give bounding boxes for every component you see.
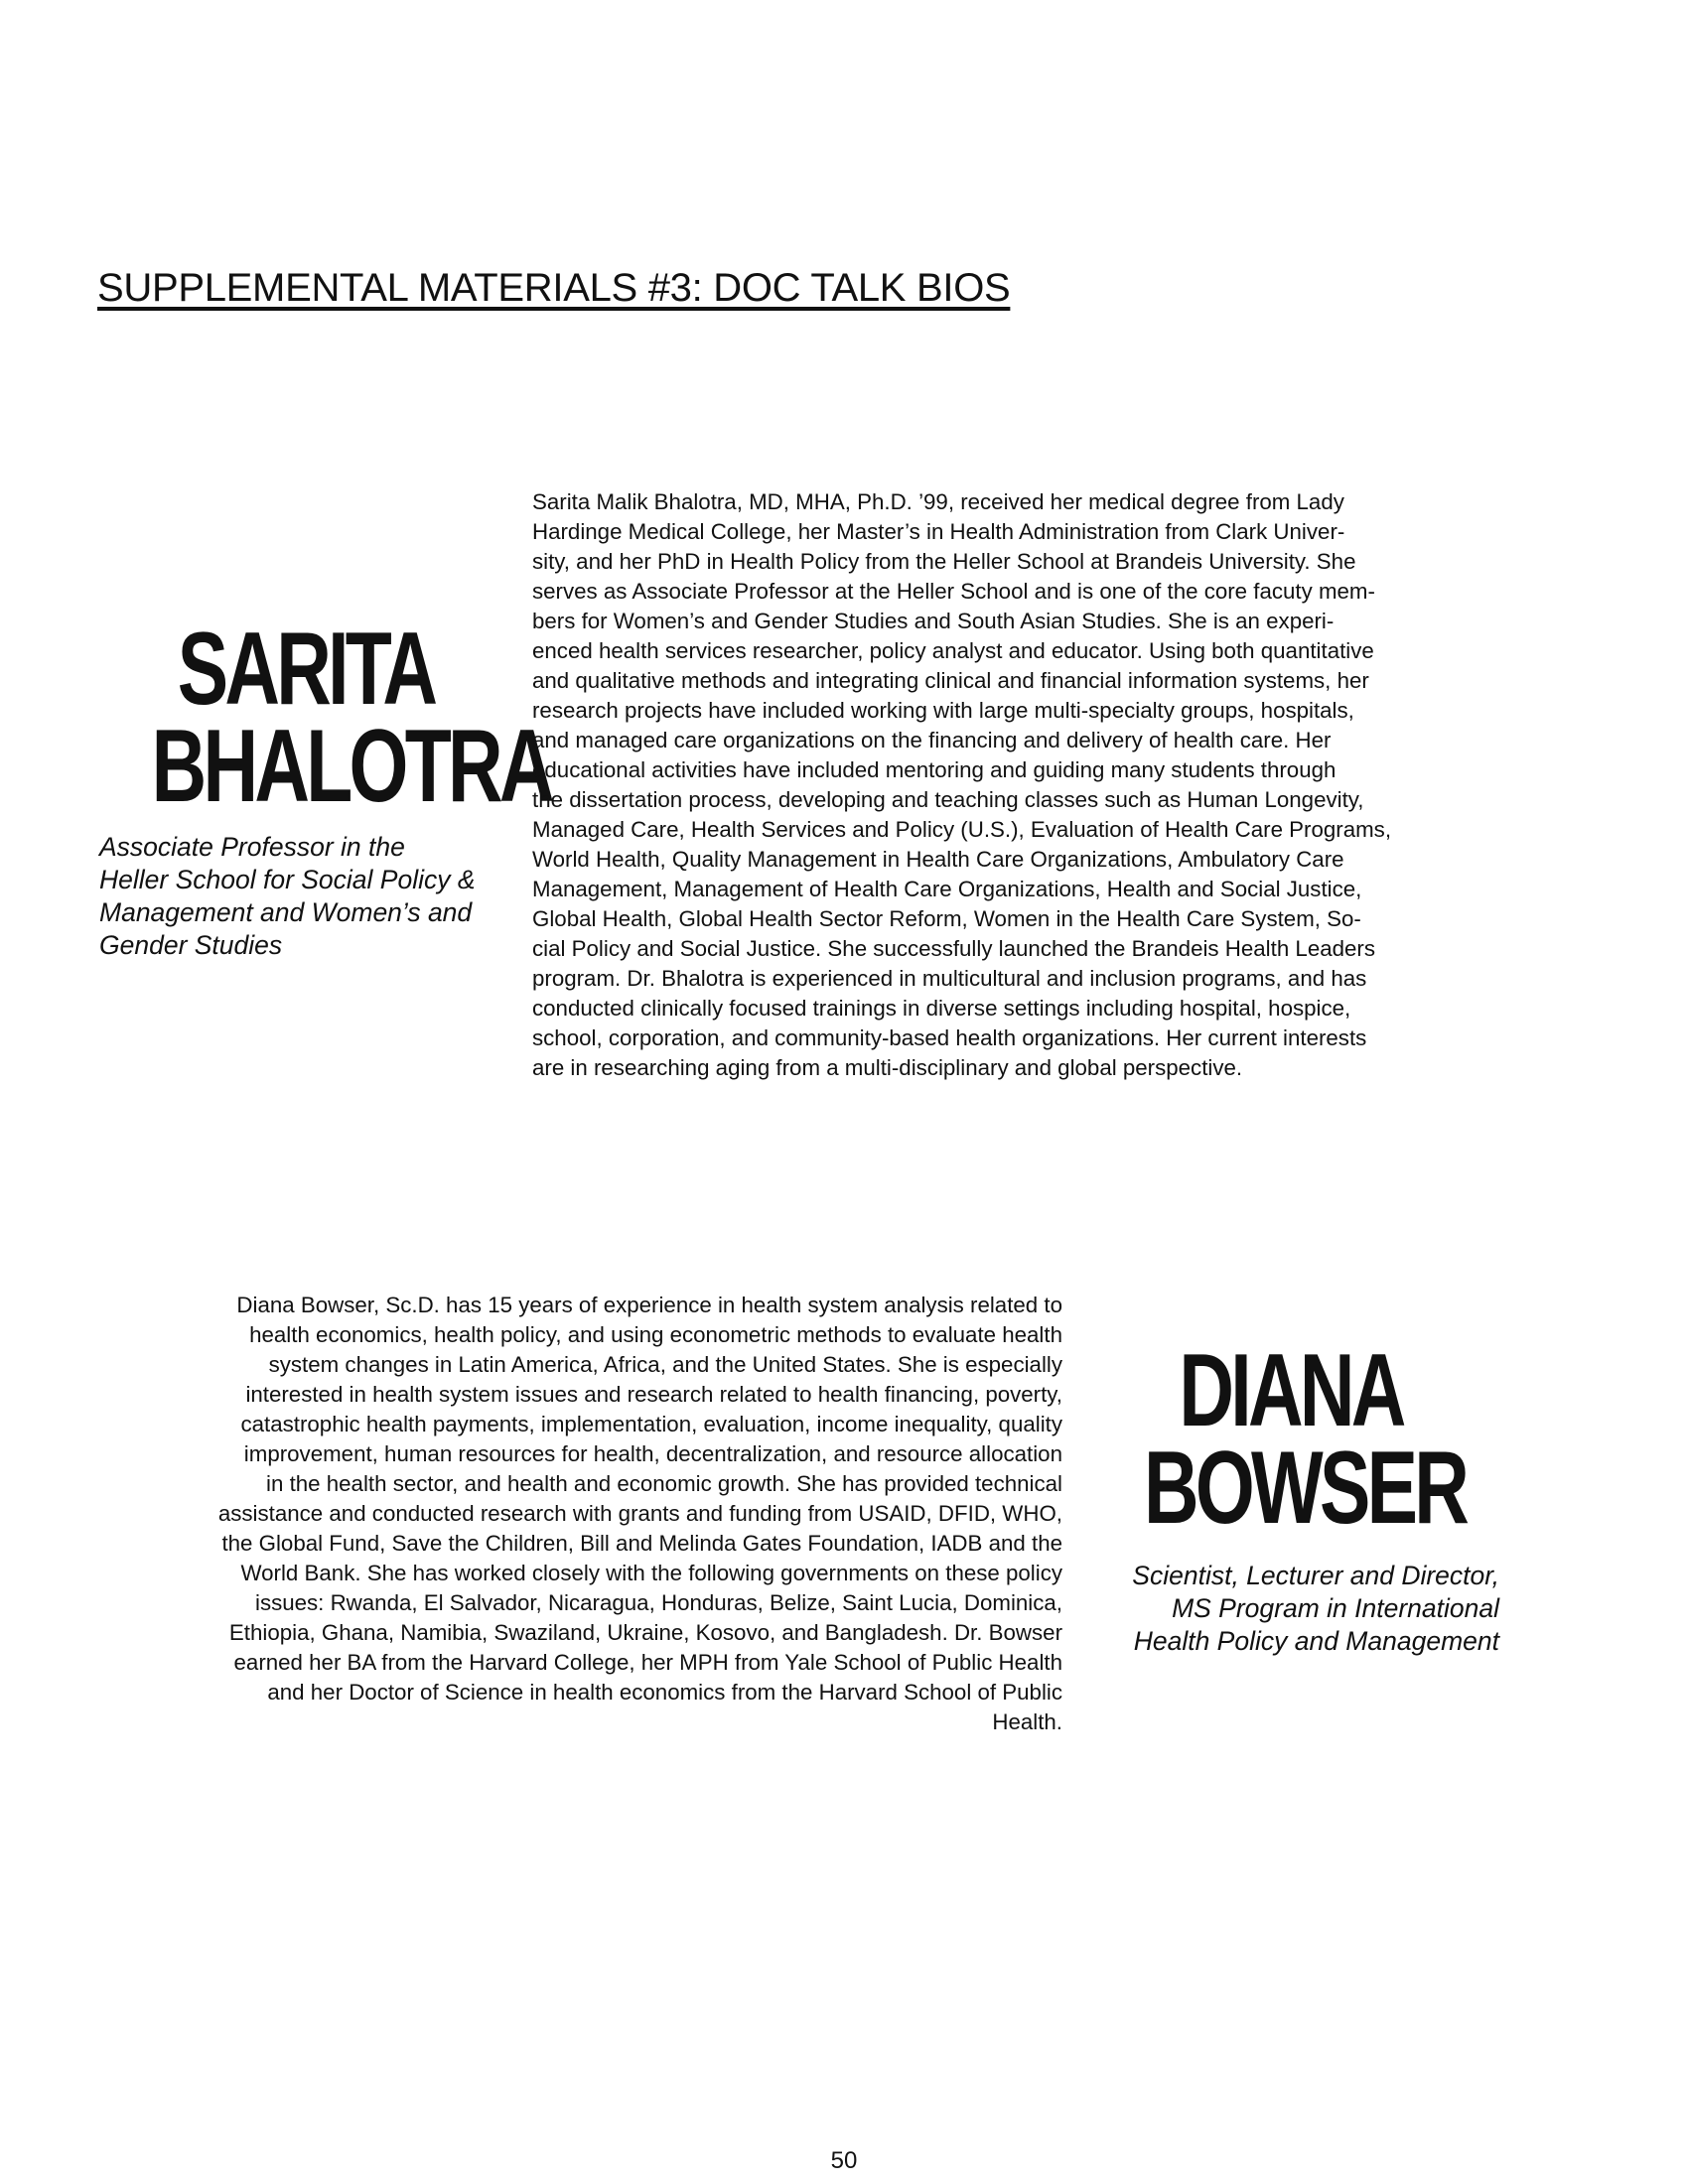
title-line: Health Policy and Management	[1133, 1626, 1499, 1656]
bio-line: Hardinge Medical College, her Master’s in Health Administration from Clark Univer-	[532, 519, 1345, 544]
bio-line: Ethiopia, Ghana, Namibia, Swaziland, Ukraine, Kosovo, and Bangladesh. Dr. Bowser	[228, 1620, 1062, 1645]
bio-line: conducted clinically focused trainings in diverse settings including hospital, hospice,	[532, 996, 1351, 1021]
title-line: Gender Studies	[99, 930, 283, 960]
name-line: BHALOTRA	[151, 709, 551, 824]
title-line: Scientist, Lecturer and Director,	[1132, 1561, 1499, 1590]
bio-line: enced health services researcher, policy analyst and educator. Using both quantitative	[532, 638, 1374, 663]
bio-line: Sarita Malik Bhalotra, MD, MHA, Ph.D. ’99, received her medical degree from Lady	[532, 489, 1344, 514]
bio-line: and her Doctor of Science in health economics from the Harvard School of Public	[267, 1680, 1062, 1705]
profile-name-diana-bowser	[1144, 1333, 1467, 1546]
name-line: DIANA	[1179, 1333, 1403, 1448]
bio-line: bers for Women’s and Gender Studies and South Asian Studies. She is an experi-	[532, 609, 1335, 633]
bio-line: Management, Management of Health Care Organizations, Health and Social Justice,	[532, 877, 1362, 901]
bio-line: and managed care organizations on the financing and delivery of health care. Her	[532, 728, 1332, 752]
bio-line: Diana Bowser, Sc.D. has 15 years of experience in health system analysis related to	[236, 1293, 1062, 1317]
bio-line: assistance and conducted research with grants and funding from USAID, DFID, WHO,	[217, 1501, 1062, 1526]
bio-line: Health.	[992, 1709, 1062, 1734]
bio-line: and qualitative methods and integrating clinical and financial information systems, her	[532, 668, 1369, 693]
title-line: Management and Women’s and	[99, 897, 473, 927]
bio-line: catastrophic health payments, implementation, evaluation, income inequality, quality	[240, 1412, 1062, 1436]
bio-line: program. Dr. Bhalotra is experienced in multicultural and inclusion programs, and has	[532, 966, 1367, 991]
profile-bio-diana-bowser	[79, 1291, 1062, 1737]
profile-name-sarita-bhalotra	[151, 612, 551, 824]
title-line: Associate Professor in the	[99, 832, 405, 862]
bio-line: World Bank. She has worked closely with the following governments on these policy	[240, 1561, 1062, 1585]
bio-line: improvement, human resources for health, decentralization, and resource allocation	[243, 1441, 1062, 1466]
page-number: 50	[830, 2147, 858, 2174]
page-heading: SUPPLEMENTAL MATERIALS #3: DOC TALK BIOS	[97, 266, 1011, 310]
bio-line: Global Health, Global Health Sector Reform, Women in the Health Care System, So-	[532, 906, 1361, 931]
bio-line: sity, and her PhD in Health Policy from the Heller School at Brandeis University. She	[532, 549, 1356, 574]
bio-line: World Health, Quality Management in Health Care Organizations, Ambulatory Care	[532, 847, 1344, 872]
bio-line: school, corporation, and community-based health organizations. Her current interests	[532, 1025, 1367, 1050]
bio-line: the Global Fund, Save the Children, Bill and Melinda Gates Foundation, IADB and the	[221, 1531, 1062, 1556]
bio-line: research projects have included working with large multi-specialty groups, hospitals,	[532, 698, 1354, 723]
bio-line: cial Policy and Social Justice. She successfully launched the Brandeis Health Leaders	[532, 936, 1375, 961]
bio-line: Managed Care, Health Services and Policy (U.S.), Evaluation of Health Care Programs,	[532, 817, 1392, 842]
bio-line: interested in health system issues and research related to health financing, poverty,	[245, 1382, 1062, 1407]
bio-line: system changes in Latin America, Africa, and the United States. She is especially	[268, 1352, 1062, 1377]
profile-title-sarita-bhalotra	[99, 831, 516, 962]
profile-bio-sarita-bhalotra	[532, 487, 1505, 1083]
title-line: MS Program in International	[1172, 1593, 1499, 1623]
name-line: SARITA	[177, 612, 435, 727]
bio-line: issues: Rwanda, El Salvador, Nicaragua, Honduras, Belize, Saint Lucia, Dominica,	[254, 1590, 1062, 1615]
bio-line: the dissertation process, developing and teaching classes such as Human Longevity,	[532, 787, 1364, 812]
bio-line: educational activities have included mentoring and guiding many students through	[532, 757, 1336, 782]
bio-line: in the health sector, and health and economic growth. She has provided technical	[266, 1471, 1062, 1496]
name-line: BOWSER	[1144, 1431, 1467, 1546]
bio-line: are in researching aging from a multi-disciplinary and global perspective.	[532, 1055, 1243, 1080]
bio-line: health economics, health policy, and using econometric methods to evaluate health	[249, 1322, 1062, 1347]
bio-line: serves as Associate Professor at the Heller School and is one of the core facuty mem-	[532, 579, 1375, 604]
profile-title-diana-bowser	[1062, 1560, 1499, 1658]
title-line: Heller School for Social Policy &	[99, 865, 476, 894]
bio-line: earned her BA from the Harvard College, her MPH from Yale School of Public Health	[233, 1650, 1062, 1675]
